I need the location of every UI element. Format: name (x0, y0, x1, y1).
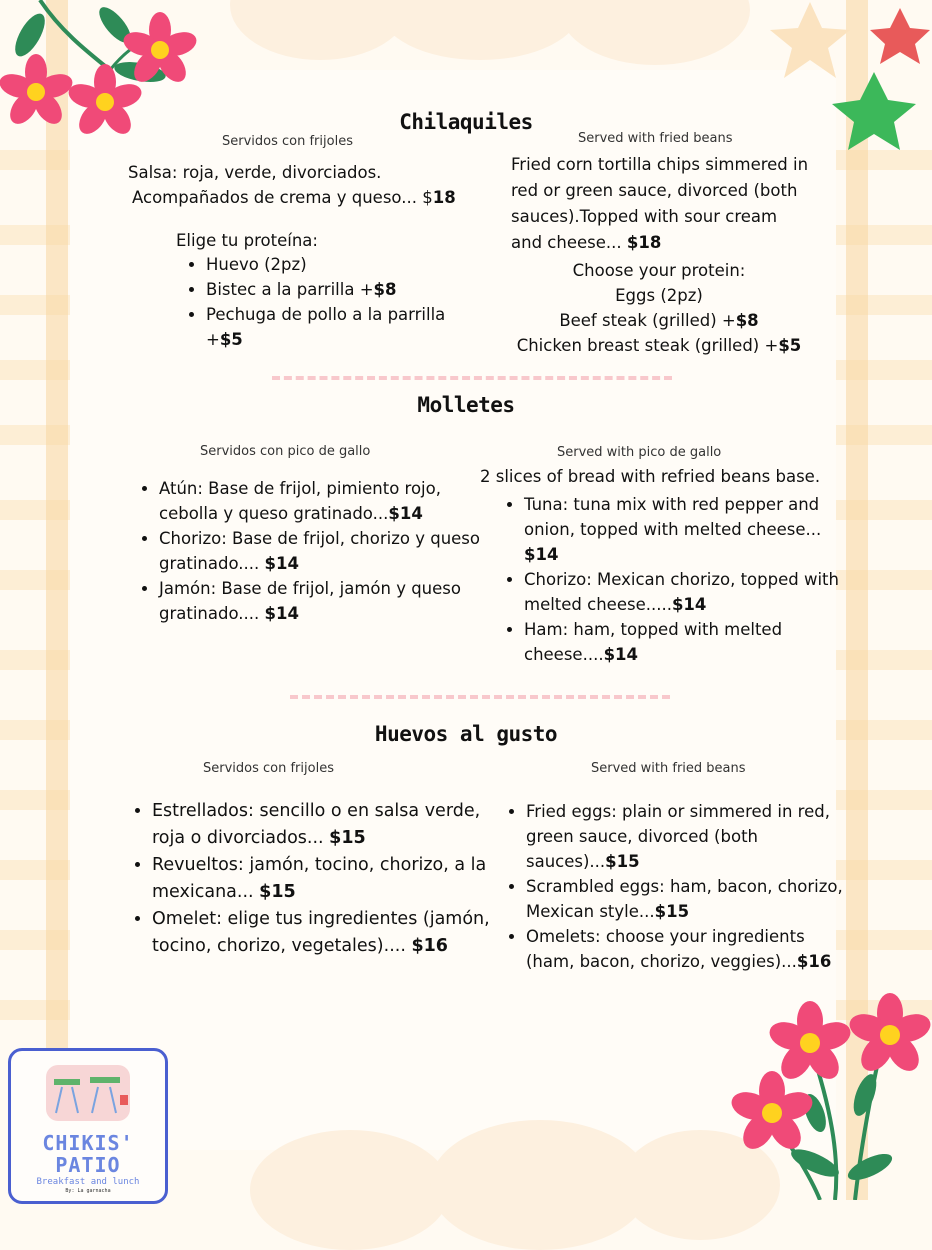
chilaquiles-en-protein-label: Choose your protein: (572, 261, 746, 280)
list-item: • Huevo (2pz) (206, 252, 446, 277)
list-item: • Omelet: elige tus ingredientes (jamón, tocino, chorizo, vegetales).... $16 (152, 906, 492, 960)
logo-name-line2: PATIO (55, 1153, 121, 1177)
section-divider (290, 695, 670, 699)
chilaquiles-es-protein-label: Elige tu proteína: (176, 231, 318, 250)
chilaquiles-es-protein-list (178, 252, 446, 352)
flowers-bottom-right-icon (720, 985, 932, 1200)
chikis-patio-logo (8, 1048, 168, 1204)
list-item: • Chorizo: Mexican chorizo, topped with melted cheese.....$14 (524, 567, 842, 617)
patio-table-icon (46, 1065, 130, 1121)
molletes-es-list (131, 476, 499, 626)
huevos-title: Huevos al gusto (374, 722, 558, 746)
list-item: • Scrambled eggs: ham, bacon, chorizo, Mexican style...$15 (526, 874, 854, 924)
list-item: • Bistec a la parrilla +$8 (206, 277, 446, 302)
section-divider (272, 376, 672, 380)
molletes-es-subtitle: Servidos con pico de gallo (200, 444, 371, 459)
huevos-es-subtitle: Servidos con frijoles (203, 761, 334, 776)
huevos-en-subtitle: Served with fried beans (591, 761, 746, 776)
chilaquiles-en-protein-eggs: Eggs (2pz) (615, 286, 703, 305)
list-item: • Atún: Base de frijol, pimiento rojo, cebolla y queso gratinado...$14 (159, 476, 499, 526)
chilaquiles-title: Chilaquiles (399, 110, 533, 134)
molletes-en-list (496, 492, 842, 667)
chilaquiles-en-protein-beef: Beef steak (grilled) +$8 (559, 311, 759, 330)
list-item: • Chorizo: Base de frijol, chorizo y queso gratinado.... $14 (159, 526, 499, 576)
chilaquiles-es-subtitle: Servidos con frijoles (222, 134, 353, 149)
logo-tagline: Breakfast and lunch (36, 1177, 140, 1187)
list-item: • Tuna: tuna mix with red pepper and onion, topped with melted cheese... $14 (524, 492, 842, 567)
chilaquiles-en-protein-chicken: Chicken breast steak (grilled) +$5 (516, 336, 802, 355)
list-item: • Revueltos: jamón, tocino, chorizo, a la mexicana... $15 (152, 852, 492, 906)
list-item: • Pechuga de pollo a la parrilla +$5 (206, 302, 446, 352)
molletes-en-subtitle: Served with pico de gallo (557, 445, 722, 460)
huevos-en-list (498, 799, 854, 974)
huevos-es-list (124, 798, 492, 960)
list-item: • Estrellados: sencillo o en salsa verde, roja o divorciados... $15 (152, 798, 492, 852)
molletes-en-intro: 2 slices of bread with refried beans base. (480, 467, 821, 486)
logo-byline: By: La garnacha (65, 1188, 111, 1194)
list-item: • Omelets: choose your ingredients (ham, bacon, chorizo, veggies)...$16 (526, 924, 854, 974)
list-item: • Fried eggs: plain or simmered in red, green sauce, divorced (both sauces)...$15 (526, 799, 854, 874)
molletes-title: Molletes (417, 393, 515, 417)
chilaquiles-en-subtitle: Served with fried beans (578, 131, 733, 146)
chilaquiles-es-description: Salsa: roja, verde, divorciados. Acompañados de crema y queso... $18 (128, 163, 456, 207)
chilaquiles-en-description: Fried corn tortilla chips simmered in red or green sauce, divorced (both sauces).Topped with sour cream and cheese... $18 (511, 155, 809, 252)
list-item: • Jamón: Base de frijol, jamón y queso gratinado.... $14 (159, 576, 499, 626)
logo-name-line1: CHIKIS' (42, 1131, 134, 1155)
list-item: • Ham: ham, topped with melted cheese....$14 (524, 617, 842, 667)
